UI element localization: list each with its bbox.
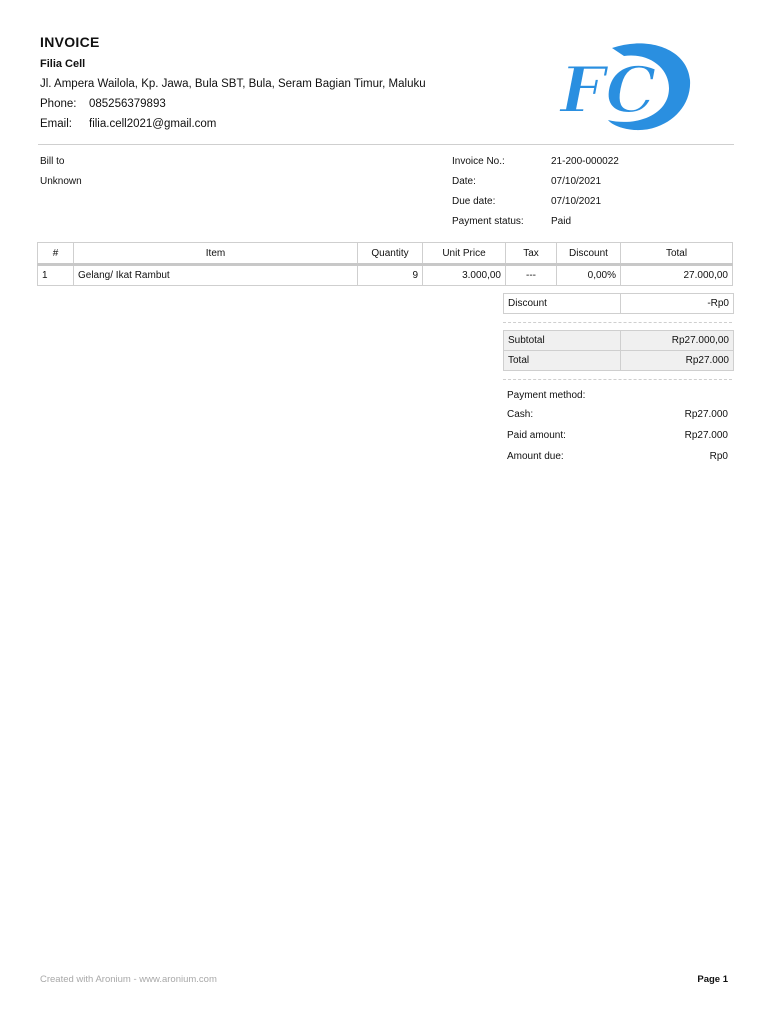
- footer-credit[interactable]: Created with Aronium - www.aronium.com: [40, 974, 217, 985]
- discount-box: [503, 293, 734, 314]
- paid-amount-value: Rp27.000: [684, 430, 728, 441]
- col-header-tax: Tax: [506, 243, 557, 265]
- total-value: Rp27.000: [621, 351, 733, 370]
- company-logo: [552, 38, 692, 134]
- company-address: Jl. Ampera Wailola, Kp. Jawa, Bula SBT, Bula, Seram Bagian Timur, Maluku: [40, 78, 426, 90]
- col-header-item: Item: [74, 243, 358, 265]
- cash-value: Rp27.000: [684, 409, 728, 420]
- items-table: [37, 242, 733, 286]
- subtotal-label: Subtotal: [504, 331, 621, 350]
- phone-value: 085256379893: [89, 98, 166, 110]
- invoice-title: INVOICE: [40, 34, 100, 50]
- amount-due-value: Rp0: [709, 451, 728, 462]
- payment-divider: [503, 379, 732, 380]
- date-value: 07/10/2021: [551, 176, 602, 187]
- totals-box: [503, 330, 734, 371]
- cell-tax: ---: [506, 265, 557, 286]
- bill-to-name: Unknown: [40, 176, 82, 187]
- payment-method-label: Payment method:: [507, 390, 586, 401]
- cash-label: Cash:: [507, 409, 534, 420]
- date-label: Date:: [452, 176, 476, 187]
- company-name: Filia Cell: [40, 58, 86, 70]
- logo-lettering: FC: [560, 53, 657, 128]
- cell-total: 27.000,00: [621, 265, 733, 286]
- invoice-no-value: 21-200-000022: [551, 156, 619, 167]
- discount-label: Discount: [504, 294, 621, 313]
- cell-num: 1: [38, 265, 74, 286]
- col-header-num: #: [38, 243, 74, 265]
- page-number: Page 1: [697, 974, 728, 985]
- cell-item: Gelang/ Ikat Rambut: [74, 265, 358, 286]
- paid-amount-label: Paid amount:: [507, 430, 566, 441]
- phone-label: Phone:: [40, 98, 77, 110]
- cell-quantity: 9: [358, 265, 423, 286]
- col-header-discount: Discount: [557, 243, 621, 265]
- col-header-total: Total: [621, 243, 733, 265]
- col-header-unit-price: Unit Price: [423, 243, 506, 265]
- invoice-no-label: Invoice No.:: [452, 156, 505, 167]
- table-row: [38, 265, 733, 286]
- col-header-quantity: Quantity: [358, 243, 423, 265]
- subtotal-value: Rp27.000,00: [621, 331, 733, 350]
- total-label: Total: [504, 351, 621, 370]
- summary-divider: [503, 322, 732, 323]
- bill-to-label: Bill to: [40, 156, 65, 167]
- due-date-value: 07/10/2021: [551, 196, 602, 207]
- table-header-row: [38, 243, 733, 265]
- cell-unit-price: 3.000,00: [423, 265, 506, 286]
- email-label: Email:: [40, 118, 72, 130]
- discount-value: -Rp0: [707, 298, 729, 309]
- email-value[interactable]: filia.cell2021@gmail.com: [89, 118, 217, 130]
- due-date-label: Due date:: [452, 196, 496, 207]
- payment-status-label: Payment status:: [452, 216, 524, 227]
- amount-due-label: Amount due:: [507, 451, 564, 462]
- header-divider: [38, 144, 734, 145]
- payment-status-value: Paid: [551, 216, 572, 227]
- cell-discount: 0,00%: [557, 265, 621, 286]
